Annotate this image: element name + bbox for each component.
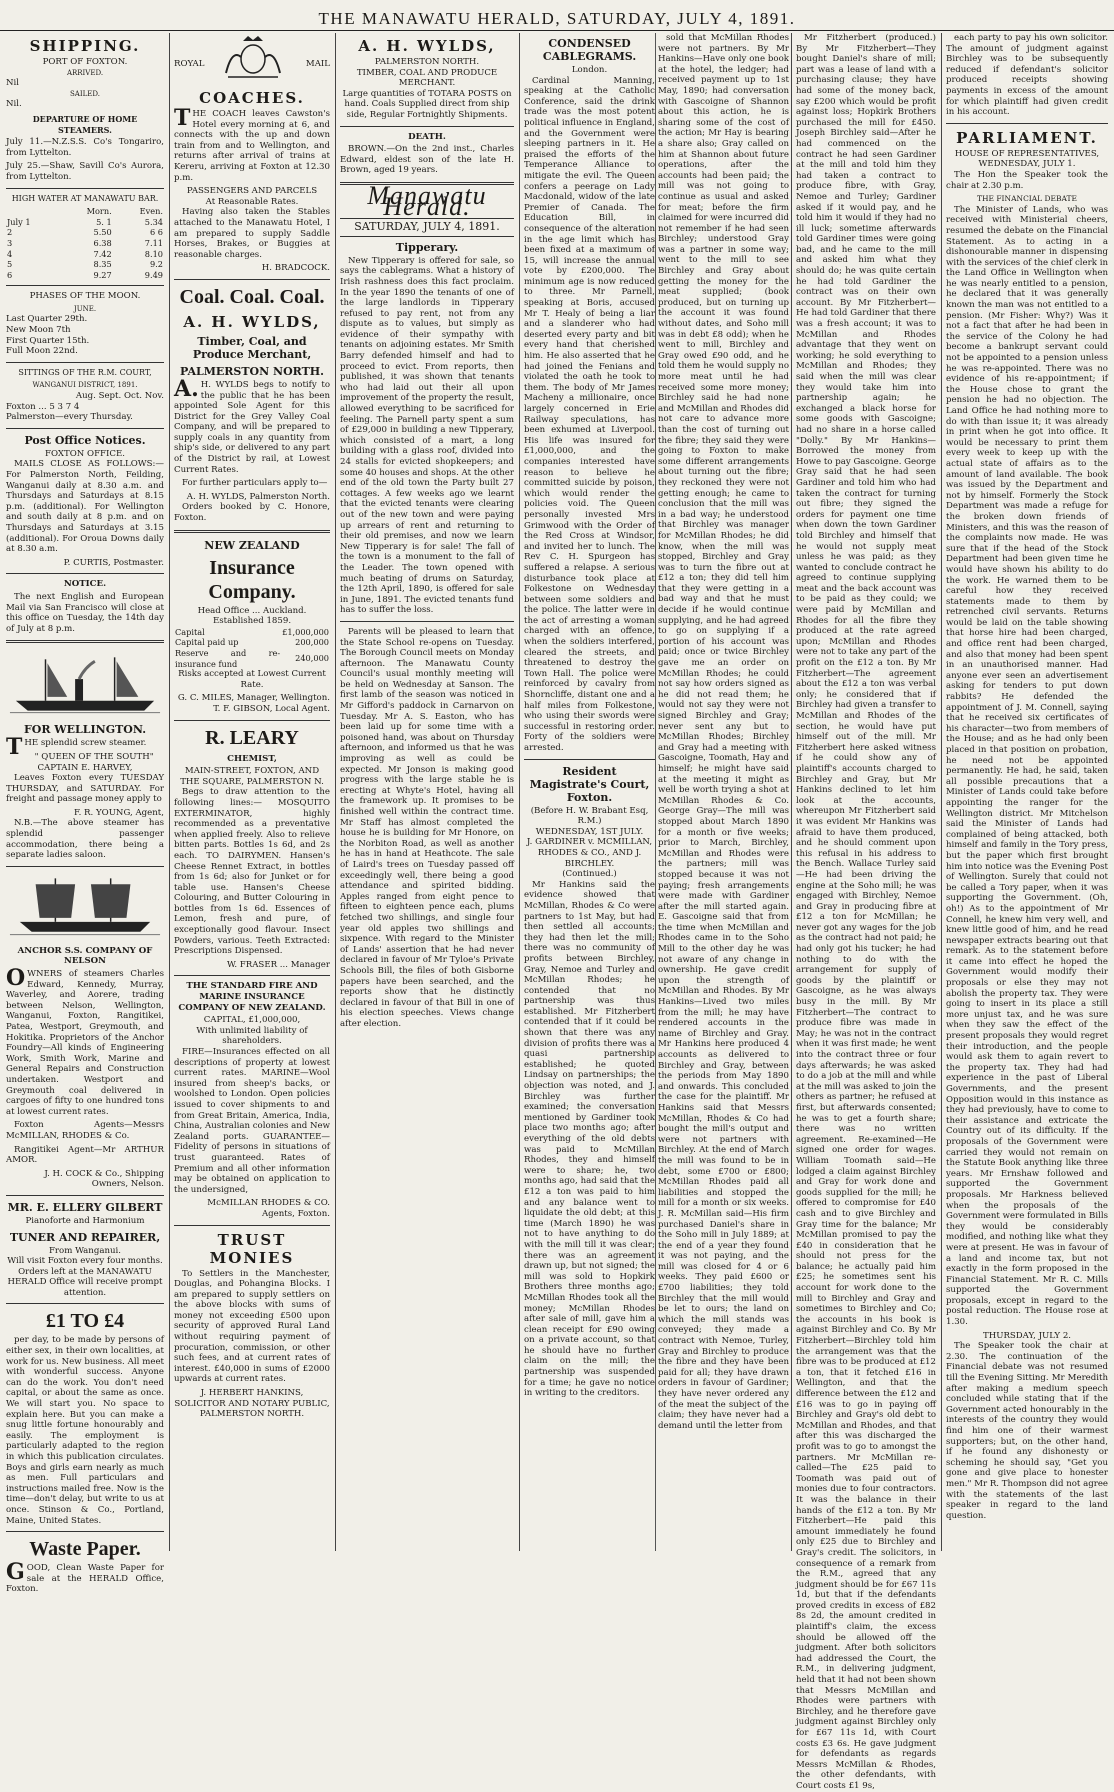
column-4a [524, 33, 655, 1551]
column-4 [520, 33, 790, 1551]
court-foxton: Foxton ... 5 3 7 4 [6, 401, 80, 412]
leary-text: Begs to draw attention to the following lines:— MOSQUITO EXTERMINATOR, highly recommended as a preventative when applied freely. Also to relieve bitten parts. Bottles 1s 6d, and 2s each. TO DAIRYMEN. Hansen's Cheese Rennet Extract, in bottles from 1s 6d; also for Junket or for table use. Hansen's Cheese Colouring, and Butter Colouring in bottles from 1s 6d. Essences of Lemon, fresh and pure, of exceptionally good flavour. Insect Powders, various. Teeth Extracted: Prescriptions Dispensed. [174, 787, 330, 957]
royal-crest-icon [218, 33, 288, 81]
fire-heading: THE STANDARD FIRE AND MARINE INSURANCE COMPANY OF NEW ZEALAND. [178, 981, 326, 1013]
newspaper-nameplate: Manawatu Herald. [367, 180, 487, 221]
wylds-further: For further particulars apply to— [182, 478, 328, 489]
thursday-heading: THURSDAY, JULY 2. [982, 1330, 1072, 1341]
wylds-text: A.H. WYLDS begs to notify to the public that he has been appointed Sole Agent for this District for the Grey Valley Coal Company, and will be prepared to supply coals in any quantity from ship's side, or delivered to any part of the District by rail, at Lowest Current Rates. [174, 375, 330, 475]
gilbert-from: From Wanganui. [48, 1245, 122, 1256]
work-heading: £1 TO £4 [45, 1310, 125, 1333]
royal-label: ROYAL [174, 59, 205, 69]
post-office-subheading: FOXTON OFFICE. [45, 448, 125, 459]
insurance-risks: Risks accepted at Lowest Current Rate. [178, 669, 326, 690]
leary-sub: CHEMIST, [227, 753, 277, 764]
anchor-heading: ANCHOR S.S. COMPANY OF NELSON [17, 945, 153, 967]
mail-label: MAIL [305, 59, 330, 69]
moon-month: JUNE. [73, 304, 97, 313]
table-row: July 1 5. 1 5.34 [7, 216, 163, 227]
tide-table: Morn. Even. July 1 5. 1 5.34 2 5.50 6 6 3 6.38 7.11 4 7.42 8.10 5 8.35 9.2 6 9.27 9.49 [7, 206, 163, 280]
court-subheading: WANGANUI DISTRICT, 1891. [32, 381, 138, 390]
anchor-agents: Foxton Agents—Messrs McMILLAN, RHODES & Co. [6, 1120, 164, 1141]
insurance-established: Established 1859. [212, 616, 292, 627]
waste-paper-heading: Waste Paper. [29, 1538, 141, 1561]
table-row: 2 5.50 6 6 [7, 227, 163, 238]
column-4b [658, 33, 789, 1551]
wellington-captain: CAPTAIN E. HARVEY, [37, 762, 133, 773]
insurance-sign-agent: T. F. GIBSON, Local Agent. [213, 703, 330, 714]
moon-phase: First Quarter 15th. [6, 335, 90, 346]
moon-phase: Last Quarter 29th. [6, 314, 88, 325]
column-2 [170, 33, 334, 1551]
court-heading: SITTINGS OF THE R.M. COURT, [18, 367, 152, 377]
departure-heading: DEPARTURE OF HOME STEAMERS. [32, 113, 138, 135]
departure-item: July 25.—Shaw, Savill Co's Aurora, from Lyttelton. [6, 161, 164, 182]
column-1 [2, 33, 168, 1595]
column-5 [792, 33, 940, 1791]
gilbert-visit: Will visit Foxton every four months. [7, 1256, 163, 1267]
court-report-continued-text: sold that McMillan Rhodes were not partners. By Mr Hankins—Have only one book at the hotel, the ledger; had received payment up to 1st May, 1890; had conversation with Gascoigne of Shannon about this action, he is sharing some of the cost of the action; Mr Hay is bearing a share also; Gray called on him at Shannon about future operations, after the accounts had been paid; the mill was not going to continue as usual and asked for meat; before the firm claimed for were incurred did not remember if he had seen Birchley; understood Gray was a partner in some way; went to the mill to see Birchley and Gray about getting the money for the meat supplied; (book produced, but on turning up the account it was found without dates, and Soho mill was in debt £8 odd); when he went to mill, Birchley and Gray owed £90 odd, and he told them he would supply no more meat until he had received some more money; Birchley said he had none and McMillan and Rhodes did not care to advance more than the cost of turning out the fibre; they said they were going to Foxton to make some different arrangements about turning out the fibre; they reckoned they were not getting enough; he came to conclusion that the mill was in a bad way; he understood that Birchley was manager for McMillan Rhodes; he did know, when the mill was stopped, Birchley and Gray was to turn the fibre out at £12 a ton; they did tell him that they were getting in a bad way and that he must decide if he would continue supplying, and he had agreed to go on supplying if a portion of his account was paid; once or twice Birchley gave me an order on McMillan Rhodes; he could not say how orders signed as he did not read them; he would not say they were not signed Birchley and Gray; never sent any but to McMillan Rhodes; Birchley and Gray had a meeting with Gascoigne, Toomath, Hay and himself; he might have said at the meeting it might as well be worth trying a shot at McMillan Rhodes & Co. George Gray—The mill was stopped about March 1890 for a month or five weeks; prior to March, Birchley, McMillan and Rhodes were the partners; mill was stopped because it was not paying; fresh arrangements were made with Gardiner after the mill started again. E. Gascoigne said that from the time when McMillan and Rhodes came in to the Soho Mill to the other day he was not aware of any change in ownership. He gave credit upon the strength of McMillan and Rhodes. By Mr Hankins—Lived two miles from the mill; he may have rendered accounts in the name of Birchley and Gray. Mr Hankins here produced 4 accounts as delivered to Birchley and Gray, between the periods from May 1890 and onwards. This concluded the case for the plaintiff. Mr Hankins said that Messrs McMillan, Rhodes & Co had bought the mill's output and were not partners with Birchley. At the end of March the mill was found to be in debt, some £700 or £800; McMillan Rhodes paid all liabilities and stopped the mill for a month or six weeks. J. R. McMillan said—His firm purchased Daniel's share in the Soho mill in July 1889; at the end of a year they found it was not paying, and the mill was closed for 4 or 6 weeks. They paid £600 or £700 liabilities; they told Birchley that the mill would be let to ours; the land on which the mill stands was conveyed; they made a contract with Nemoe, Turley, Gray and Birchley to produce the fibre and they have been paid for all; they have drawn orders in favour of Gardiner; they have never ordered any of the meat the subject of the claim; they have never had a demand until the letter from [658, 33, 789, 1431]
wylds2-trade: TIMBER, COAL AND PRODUCE MERCHANT. [356, 67, 498, 89]
gilbert-orders: Orders left at the MANAWATU HERALD Office will receive prompt attention. [7, 1266, 163, 1298]
shipping-heading: SHIPPING. [29, 37, 141, 55]
leary-address: MAIN-STREET, FOXTON, AND THE SQUARE, PALMERSTON N. [180, 766, 324, 787]
wylds-orders: Orders booked by C. Honore, Foxton. [174, 502, 330, 524]
departure-item: July 11.—N.Z.S.S. Co's Tongariro, from Lyttelton. [6, 137, 164, 158]
notice-heading: NOTICE. [63, 579, 107, 590]
wylds2-place: PALMERSTON NORTH. [374, 57, 480, 67]
table-row: Capital £1,000,000 [175, 626, 329, 637]
insurance-office: Head Office ... Auckland. [197, 605, 307, 616]
post-office-heading: Post Office Notices. [24, 433, 146, 447]
gilbert-tuner: TUNER AND REPAIRER, [9, 1230, 161, 1244]
tipperary-heading: Tipperary. [395, 240, 459, 254]
post-office-text: MAILS CLOSE AS FOLLOWS:— For Palmerston North, Feilding, Wanganui daily at 8.30 a.m. and Thursdays and Saturdays at 8.15 p.m. (additional). For Wellington and south daily at 8 p.m. and on Thursdays and Saturdays at 3.15 (additional). For Oroua Downs daily at 8.30 a.m. [6, 459, 164, 555]
court-palmerston: Palmerston—every Thursday. [6, 412, 133, 423]
judgment-lead-text: each party to pay his own solicitor. The amount of judgment against Birchley was to be subsequently reduced if defendant's solicitor produced receipts showing payments in excess of the amount for which plaintiff had given credit in his account. [946, 33, 1108, 118]
newspaper-title: THE MANAWATU HERALD, SATURDAY, JULY 4, 1891. [318, 9, 796, 28]
work-text: per day, to be made by persons of either sex, in their own localities, at work for us. New business. All meet with wonderful success. Anyone can do the work. You don't need capital, or about the same as once. We will start you. No space to explain here. But you can make a snug little fortune honourably and easily. The employment is particularly adapted to the region in which this publication circulates. Boys and girls earn nearly as much as men. Full particulars and instructions mailed free. Now is the time—don't delay, but write to us at once. Stinson & Co., Portland, Maine, United States. [6, 1335, 164, 1526]
trust-sign: J. HERBERT HANKINS, SOLICITOR AND NOTARY PUBLIC, PALMERSTON NORTH. [174, 1388, 330, 1420]
parliament-heading: PARLIAMENT. [956, 128, 1098, 147]
court-report-date: WEDNESDAY, 1ST JULY. [535, 826, 644, 837]
post-office-sign: P. CURTIS, Postmaster. [63, 557, 164, 568]
sailed-value: Nil. [6, 99, 22, 110]
coaches-heading: COACHES. [199, 89, 305, 107]
royal-mail-banner [174, 33, 330, 85]
notice-text: The next English and European Mail via San Francisco will close at this office on Tuesday, the 14th day of July at 8 p.m. [6, 591, 164, 634]
parliament-chair: The Hon the Speaker took the chair at 2.30 p.m. [946, 169, 1108, 191]
death-text: BROWN.—On the 2nd inst., Charles Edward, eldest son of the late H. Brown, aged 19 years. [340, 144, 514, 176]
table-row: Reserve and re-insurance fund 240,000 [175, 648, 329, 669]
insurance-capital-table [174, 627, 330, 669]
anchor-text: OWNERS of steamers Charles Edward, Kennedy, Murray, Waverley, and Aorere, trading between Nelson, Wellington, Wanganui, Foxton, Rangitikei, Patea, Westport, Greymouth, and Hokitika. Proprietors of the Anchor Foundry—All kinds of Engineering Work, Smith Work, Marine and General Repairs and Construction undertaken. Westport and Greymouth coal delivered in cargoes of fifty to one hundred tons at lowest current rates. [6, 965, 164, 1117]
moon-phase: New Moon 7th [6, 325, 71, 336]
wylds-trade: Timber, Coal, and Produce Merchant, [192, 334, 312, 361]
trust-text: To Settlers in the Manchester, Douglas, and Pohangina Blocks. I am prepared to supply settlers on the above blocks with sums of money not exceeding £500 upon security of approved Rural Land without requiring payment of procuration, commission, or other such fees, and at current rates of interest. £40,000 in sums of £2000 upwards at current rates. [174, 1268, 330, 1385]
parcels-sign: H. BRADCOCK. [261, 263, 330, 274]
cablegrams-sub: London. [571, 65, 608, 75]
fire-sign: McMILLAN RHODES & CO. Agents, Foxton. [207, 1198, 330, 1219]
port-heading: PORT OF FOXTON. [42, 57, 128, 67]
fire-text: FIRE—Insurances effected on all descriptions of property at lowest current rates. MARINE—Wool insured from sheep's backs, or woolshed to London. Open policies issued to cover shipments to and from Great Britain, America, India, China, Australian colonies and New Zealand ports. GUARANTEE—Fidelity of persons in situations of trust guaranteed. Rates of Premium and all other information may be obtained on application to the undersigned, [174, 1047, 330, 1195]
anchor-sign: J. H. COCK & Co., Shipping Owners, Nelson. [44, 1168, 164, 1190]
table-row: Capital paid up 200,000 [175, 637, 329, 648]
anchor-rangitikei: Rangitikei Agent—Mr ARTHUR AMOR. [6, 1144, 164, 1166]
arrived-value: Nil [6, 78, 20, 89]
wylds2-text: Large quantities of TOTARA POSTS on hand. Coals Supplied direct from ship side, Regular Fortnightly Shipments. [342, 88, 512, 120]
cablegrams-text: Cardinal Manning, speaking at the Catholic Conference, said the drink trade was the most potent political influence in England, and the Government were sleeping partners in it. He praised the efforts of the Temperance Alliance to mitigate the evil. The Queen confers a peerage on Lady Macdonald, widow of the late Premier of Canada. The Education Bill, in consequence of the alteration in the age limit which has been fixed at a maximum of 15, will increase the annual vote by £200,000. The minimum age is now reduced to three. Mr Parnell, speaking at Boris, accused Mr T. Healy of being a liar and a slanderer who had deserted every party and bit every hand that cherished him. He also asserted that he had joined the Fenians and violated the oath he took to them. The body of Mr James Macheny a millionaire, once largely concerned in Erie Railway speculations, has been exhumed at Liverpool. His life was insured for £1,000,000, and the companies interested have reason to believe he committed suicide by poison, which would render the policies void. The Queen personally invested Mrs Grimwood with the Order of the Red Cross at Windsor, and invited her to lunch. The Rev C. H. Spurgeon has suffered a relapse. A serious disturbance took place at Folkestone on Wednesday between some soldiers and the police. The latter were in the act of arresting a woman charged with an offence, when the soldiers interfered, cleared the streets, and threatened to destroy the Town Hall. The police were reinforced by cavalry from Shorncliffe, distant one and a half miles from Folkestone, who using their swords were successful in restoring order. Forty of the soldiers were arrested. [524, 75, 655, 753]
wellington-heading: FOR WELLINGTON. [23, 723, 147, 737]
coach-text: THE COACH leaves Cawston's Hotel every morning at 6, and connects with the up and down train from and to Wellington, and returns after arrival of trains at Kereru, arriving at Foxton at 12.30 p.m. [174, 105, 330, 183]
table-row: 4 7.42 8.10 [7, 248, 163, 259]
table-row: 3 6.38 7.11 [7, 237, 163, 248]
parcels-heading: PASSENGERS AND PARCELS [186, 186, 318, 197]
parcels-text: Having also taken the Stables attached to the Manawatu Hotel, I am prepared to supply Saddle Horses, Brakes, or Buggies at reasonable charges. [174, 207, 330, 260]
cablegrams-heading: CONDENSED CABLEGRAMS. [542, 37, 637, 63]
leary-heading: R. LEARY [205, 726, 299, 749]
wellington-agent: F. R. YOUNG, Agent, [73, 807, 164, 818]
wellington-ship: " QUEEN OF THE SOUTH" [34, 751, 154, 762]
court-report-continued: (Continued.) [562, 869, 617, 880]
wellington-body: Leaves Foxton every TUESDAY THURSDAY, and SATURDAY. For freight and passage money apply to [6, 773, 164, 805]
parcels-sub: At Reasonable Rates. [205, 196, 299, 207]
coal-heading: Coal. Coal. Coal. [179, 285, 325, 308]
court-report-case: J. GARDINER v. MCMILLAN, RHODES & CO., AND J. BIRCHLEY. [526, 837, 653, 869]
column-3 [336, 33, 518, 1551]
insurance-heading: Insurance Company. [208, 556, 296, 603]
table-row: 5 8.35 9.2 [7, 259, 163, 270]
wylds-sign: A. H. WYLDS, Palmerston North. [186, 491, 330, 502]
fire-capital: CAPITAL, £1,000,000, [203, 1015, 301, 1026]
court-report-before: (Before H. W. Brabant Esq, R.M.) [530, 805, 649, 827]
wylds-place: PALMERSTON NORTH. [179, 364, 325, 378]
trust-heading: TRUST MONIES [209, 1230, 295, 1267]
court-months: Aug. Sept. Oct. Nov. [75, 391, 164, 402]
table-row: 6 9.27 9.49 [7, 269, 163, 280]
arrived-label: ARRIVED. [66, 68, 104, 77]
anchor-steamer-illustration-icon [6, 872, 164, 942]
death-heading: DEATH. [408, 131, 446, 142]
leary-sign: W. FRASER ... Manager [227, 959, 330, 970]
insurance-sign-manager: G. C. MILES, Manager, Wellington. [177, 693, 330, 704]
court-report-heading: Resident Magistrate's Court, Foxton. [529, 764, 650, 804]
nz-heading: NEW ZEALAND [204, 538, 300, 552]
issue-dateline: SATURDAY, JULY 4, 1891. [340, 218, 514, 237]
gilbert-heading: MR. E. ELLERY GILBERT [7, 1200, 163, 1214]
wylds2-heading: A. H. WYLDS, [358, 37, 496, 55]
wylds-name: A. H. WYLDS, [183, 312, 321, 331]
masthead [0, 0, 1114, 31]
court-report-evidence-text: Mr Fitzherbert (produced.) By Mr Fitzherbert—They bought Daniel's share of mill; part was a lease of land with a purchasing clause; they have had some of the money back, say £200 which would be profit against loss; Hopkirk Brothers purchased the mill for £450. Joseph Birchley said—After he had commenced on the contract he had seen Gardiner at the mill and told him they had taken a contract to produce fibre, with Gray, Nemoe and Turley; Gardiner asked if it would pay, and he told him it would if they had no ill luck; sometime afterwards told Gardiner times were going bad, and he came to the mill and asked him what they should do; he was quite certain he had told Gardiner the contract was on their own account. By Mr Fitzherbert—He had told Gardiner that there was a fresh account; it was to McMillan and Rhodes advantage that they went on working; he sold everything to McMillan and Rhodes; they said when the mill was clear they would take him into partnership again; he exchanged a black horse for some goods with Gascoigne; had no share in a horse called "Dolly." By Mr Hankins—Borrowed the money from Howe to pay Gascoigne. George Gray said that he had seen Gardiner and told him who had taken the contract for turning out fibre; they signed the orders for payment one time when down the town Gardiner told Birchley and himself that he would not supply meat unless he was paid; as they wanted to conclude contract he agreed to continue supplying meat and the back account was to be paid as they could; we were paid by McMillan and Rhodes for all the fibre they produced at the rate agreed upon; McMillan and Rhodes were not to take any part of the profit on the £12 a ton. By Mr Fitzherbert—The agreement about the £12 a ton was verbal only; he considered that if Birchley had given a transfer to McMillan and Rhodes of the section, he would have put himself out of the mill. Mr Fitzherbert here asked witness if he could show any of plaintiff's accounts charged to Birchley and Gray, but Mr Hankins declined to let him look at the accounts, whereupon Mr Fitzherbert said it was evident Mr Hankins was afraid to have them produced, and he should comment upon this refusal in his address to the Bench. Wallace Turley said—He had been driving the engine at the Soho mill; he was engaged with Birchley, Nemoe and Gray in producing fibre at £12 a ton for McMillan; he never got any wages for the job as the contract had not paid; he had only got his tucker; he had nothing to do with the arrangement for supply of goods by the plaintiff or Gascoigne, as he was always busy in the mill. By Mr Fitzherbert—The contract to produce fibre was made in May; he was not in the contract when it was first made; he went into the contract three or four days afterwards; he was asked to do a job at the mill and while at the mill was asked to join the others as partner; he refused at first, but afterwards consented; he was to get a fourth share; there was no written agreement. Re-examined—He signed one order for wages. William Toomath said—He lodged a claim against Birchley and Gray for work done and goods supplied for the mill; he offered to compromise for £40 cash and to give Birchley and Gray time for the balance; Mr McMillan promised to pay the £40 in consideration that he should not press for the balance; he actually paid him £25; he sometimes sent his account for work done to the mill to Birchley and Gray and sometimes to Birchley and Co; the accounts in his book is against Birchley and Co. By Mr Fitzherbert—Birchley told him the arrangement was that the fibre was to be produced at £12 a ton, that it fetched £16 in Wellington, and that the difference between the £12 and £16 was to go in paying off Birchley and Gray's old debt to McMillan and Rhodes, and that after this was discharged the profit was to go to amongst the partners. Mr McMillan re-called—The £25 paid to Toomath was paid out of monies due to four contractors. It was the balance in their hands of the £12 a ton. By Mr Fitzherbert—He paid this amount immediately he found only £25 due to Birchley and Gray's credit. The solicitors, in consequence of a remark from the R.M., agreed that any judgment should be for £67 11s 1d, but that if the defendants proved credits in excess of £82 8s 2d, the amount credited in plaintiff's claim, the excess should be allowed off the judgment. After both solicitors had addressed the Court, the R.M., in delivering judgment, held that it had not been shown that Messrs McMillan and Rhodes were partners with Birchley, and he therefore gave judgment against Birchley only for £67 11s 1d, with Court costs £3 6s. He gave judgment for defendants as regards Messrs McMillan & Rhodes, the other defendants, with Court costs £1 9s, [796, 33, 936, 1791]
column-6 [942, 33, 1112, 1551]
gilbert-sub: Pianoforte and Harmonium [25, 1215, 145, 1226]
fire-liability: With unlimited liability of shareholders. [196, 1025, 308, 1047]
thursday-text: The Speaker took the chair at 2.30. The continuation of the Financial debate was not resumed till the Evening Sitting. Mr Meredith after making a medium speech concluded while stating that if the Government acted honourably in the interests of the country they would find him one of their warmest supporters; but, on the other hand, if he found any dishonesty or scheming he should say, "Get you gone and give place to honester men." Mr R. Thompson did not agree with the statements of the last speaker in regard to the land question. [946, 1341, 1108, 1521]
court-report-text: Mr Hankins said the evidence showed that McMillan, Rhodes & Co were partners to 1st May, but had then settled all accounts; they had then let the mill; there was no community of profits between Birchley, Gray, Nemoe and Turley and McMillan Rhodes; he contended that no partnership was thus established. Mr Fitzherbert contended that if it could be shown that there was any division of profits there was a quasi partnership established; he quoted Lindsay on partnerships; the objection was noted, and J. Birchley was further examined; the conversation mentioned by Gardiner took place two months ago; after everything of the old debts was paid to McMillan Rhodes, they and himself were to share; he, two months ago, had said that the £12 a ton was paid to him and any balance went to liquidate the old debt; at this time (March 1890) he was not to have anything to do with the mill till it was clear; there was an agreement drawn up, but not signed; the mill was sold to Hopkirk Brothers three months ago; McMillan Rhodes took all the money; McMillan Rhodes after sale of mill, gave him a clean receipt for £90 owing on a private account, so that he should have no further claim on the mill; the partnership was suspended for a time; he gave no notice in writing to the creditors. [524, 879, 655, 1399]
wellington-nb: N.B.—The above steamer has splendid passenger accommodation, there being a separate ladies saloon. [6, 818, 164, 861]
sailed-label: SAILED. [70, 89, 100, 98]
waste-paper-text: GOOD, Clean Waste Paper for sale at the HERALD Office, Foxton. [6, 1559, 164, 1595]
wellington-text: THE splendid screw steamer. [6, 734, 147, 761]
debate-heading: THE FINANCIAL DEBATE [976, 194, 1078, 204]
tide-heading: HIGH WATER AT MANAWATU BAR. [11, 193, 159, 203]
local-news-text: Parents will be pleased to learn that the State School re-opens on Tuesday. The Borough Council meets on Monday afternoon. The Manawatu County Council's usual monthly meeting will be held on Wednesday at Sanson. The first lamb of the season was noticed in Mr Gifford's paddock in Carnarvon on Tuesday. Mr A. S. Easton, who has been laid up for some time with a poisoned hand, was about on Thursday afternoon, and informed us that he was improving as well as could be expected. Mr Jonson is making good progress with the large stable he is erecting at Whyte's Hotel, having all the framework up. It promises to be finished well within the contract time. Mr Staff has almost completed the house he is building for Mr Honore, on the Norbiton Road, as well as another he has in hand at Heathcote. The sale of Laird's trees on Tuesday passed off exceedingly well, there being a good attendance and spirited bidding. Apples ranged from eight pence to fifteen to eighteen pence each, plums fetched two shillings, and single four year old apples two shillings and sixpence. With regard to the Minister of Lands' assertion that he had never declared in favour of Mr Tyloe's Private Schools Bill, the files of both Gisborne papers have been searched, and the reports show that he distinctly declared in favour of that Bill in one of his election speeches. Views change after election. [340, 626, 514, 1029]
debate-text: The Minister of Lands, who was received with Ministerial cheers, resumed the debate on the Financial Statement. As to acting in a dishonourable manner in dispensing with the services of the chief clerk in the Land Office in Wellington when he was nearly entitled to a pension, he declared that it was generally known the man was not entitled to a pension. (Mr Fisher: Why?) Was it not a fact that after he had been in the service of the Colony he had become a bankrupt servant could not be appointed to a pension unless he was re-appointed. There was no evidence of his re-appointment; if the House chose to grant the pension he had no objection. The Land Office he had nothing more to do with than issue it; it was already in print when he got into office. It would be necessary to print them every week to keep up with the actual state of affairs as to the amount of land available. The book was issued by the Department and not by himself. Formerly the Stock Department was made a refuge for the broken down friends of Ministers, and this was the reason of the complaints now made. He was sure that if the head of the Stock Department had been given time he would have shown his ability to do the work. He warned them to be careful how they received statements made to them by retrenched civil servants. Returns would be laid on the table showing that horse hire had been charged, and office rent had been charged, and also that money had been spent in an unauthorised manner. Had anyone ever seen an advertisement asking for tenders to put down rabbits? He defended the appointment of J. M. Connell, saying that he received six certificates of his character—two from members of the House; and as he had only been placed in that position on probation, he need not be appointed permanently. He had, he said, taken all possible precautions that a Minister of Lands could take before appointing the ranger for the Wellington district. Mr Mitchelson said the Minister of Lands had complained of being attacked, both himself and family in the Tory press, but the paper which first brought him into notice was the Evening Post of Wellington. Surely that could not be called a Tory paper, when it was supporting the Government. (Oh, oh!) As to the appointment of Mr Connell, he knew him very well, and knew little good of him, and he read newspaper extracts bearing out that remark. As to the statement before it came into effect he hoped the Government would modify their proposals or else they may not abolish the property tax. They were going to insert in its place a still more unjust tax, and he was sure when they saw the effect of the present proposals they would regret their introduction, and the people would ask them to again revert to the property tax. They had had experience in the past of Liberal Governments, and the present Opposition would in this instance as they had previously, have to come to their assistance and extricate the Country out of its difficulty. If the proposals of the Government were carried they would not remain on the Statute Book anything like three years. Mr Ernshaw followed and supported the Government proposals. Mr Harkness believed when the proposals of the Government were formulated in Bills they would be considerably modified, and nothing like what they were at present. He was in favour of a land and income tax, but not exactly in the form proposed in the Financial Statement. Mr R. C. Mills supported the Government proposals, except in regard to the postal reduction. The House rose at 1.30. [946, 204, 1108, 1328]
moon-phase: Full Moon 22nd. [6, 346, 78, 357]
steamer-illustration-icon [6, 649, 164, 719]
moon-heading: PHASES OF THE MOON. [29, 291, 141, 302]
tipperary-text: New Tipperary is offered for sale, so says the cablegrams. What a history of Irish rashness does this fact proclaim. In the year 1890 the tenants of one of the large landlords in Tipperary refused to pay rent, not from any dispute as to values, but simply as evidence of their sympathy with tenants on adjoining estates. Mr Smith Barry defended himself and had to proceed to evict. From reports, then published, it was shown that tenants who had laid out their all upon improvement of the property the result, allowed everything to be sacrificed for feeling. The Parnell party spent a sum of £29,000 in building a new Tipperary, which consisted of a mart, a long building with a glass roof, divided into 24 stalls for evicted shopkeepers; and some 40 houses and shops. At the other end of the old town the Party built 27 cottages. A few weeks ago we learnt that the evicted tenants were clearing out of the new town and were paying up arrears of rent and returning to their old premises, and now we learn New Tipperary is for sale! The fall of the town is a monument to the fall of the Leader. The town opened with much beating of drums on Saturday, the 12th April, 1890, is offered for sale in June, 1891. The evicted tenants fund has to suffer the loss. [340, 255, 514, 616]
parliament-sub: HOUSE OF REPRESENTATIVES, [954, 148, 1100, 159]
parliament-date: WEDNESDAY, JULY 1. [978, 159, 1076, 170]
